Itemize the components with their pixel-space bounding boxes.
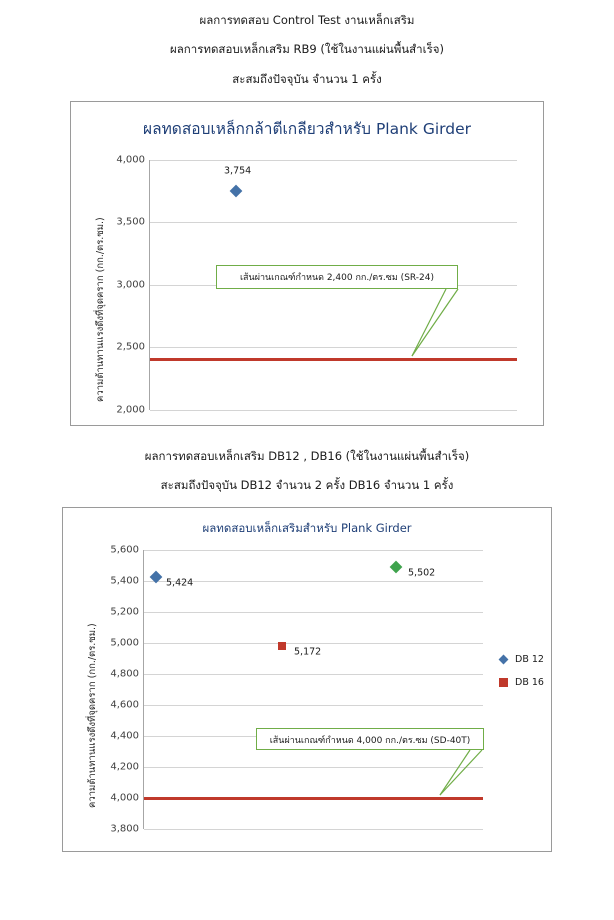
subtitle-db-count: สะสมถึงปัจจุบัน DB12 จำนวน 2 ครั้ง DB16 จำนวน 1 ครั้ง (160, 478, 454, 492)
legend-item-db12-label: DB 12 (515, 654, 544, 666)
y-tick-label: 5,200 (110, 606, 139, 618)
diamond-marker-icon (499, 655, 509, 665)
gridline (116, 404, 517, 416)
y-tick-label: 4,600 (110, 699, 139, 711)
legend-item-db16-label: DB 16 (515, 677, 544, 689)
chart-db-plot-area (110, 544, 483, 835)
chart-rb9-plot-area (116, 154, 517, 416)
subtitle-db: ผลการทดสอบเหล็กเสริม DB12 , DB16 (ใช้ในงานแผ่นพื้นสำเร็จ) (144, 448, 470, 463)
chart-rb9-threshold-callout: เส้นผ่านเกณฑ์กำหนด 2,400 กก./ตร.ซม (SR-24) (216, 265, 458, 289)
page-title: ผลการทดสอบ Control Test งานเหล็กเสริม (199, 13, 415, 27)
subtitle-rb9-count: สะสมถึงปัจจุบัน จำนวน 1 ครั้ง (232, 71, 382, 86)
chart-rb9-y-axis-label: ความต้านทานแรงดึงที่จุดคราก (กก./ตร.ซม.) (95, 216, 106, 402)
chart-db-callout-leader (144, 550, 484, 829)
chart-rb9-callout-leader (150, 160, 518, 410)
legend-item-db12[interactable] (499, 654, 544, 665)
data-point-rb9-label: 3,754 (224, 165, 252, 177)
y-tick-label: 4,200 (110, 761, 139, 773)
y-tick-label: 4,800 (110, 668, 139, 680)
y-tick-label: 4,000 (116, 154, 145, 166)
chart-db-legend (499, 654, 544, 700)
y-tick-label: 3,800 (110, 823, 139, 835)
chart-db-threshold-callout: เส้นผ่านเกณฑ์กำหนด 4,000 กก./ตร.ซม (SD-40T) (256, 728, 484, 750)
chart-rb9 (70, 101, 544, 426)
y-tick-label: 5,600 (110, 544, 139, 556)
y-tick-label: 3,500 (116, 216, 145, 228)
data-point-db16-1[interactable] (278, 642, 286, 650)
y-tick-label: 3,000 (116, 279, 145, 291)
subtitle-rb9: ผลการทดสอบเหล็กเสริม RB9 (ใช้ในงานแผ่นพื้นสำเร็จ) (170, 42, 444, 57)
y-tick-label: 2,000 (116, 404, 145, 416)
y-tick-label: 5,000 (110, 637, 139, 649)
y-tick-label: 4,000 (110, 792, 139, 804)
legend-item-db16[interactable] (499, 677, 544, 688)
square-marker-icon (499, 678, 508, 687)
y-tick-label: 2,500 (116, 341, 145, 353)
data-point-db12-1-label: 5,424 (166, 577, 194, 589)
y-tick-label: 4,400 (110, 730, 139, 742)
data-point-db12-2-label: 5,502 (408, 567, 436, 579)
chart-db-y-axis-label: ความต้านทานแรงดึงที่จุดคราก (กก./ตร.ซม.) (87, 623, 98, 809)
data-point-db16-1-label: 5,172 (294, 646, 322, 658)
gridline (110, 823, 483, 835)
chart-db-title: ผลทดสอบเหล็กเสริมสำหรับ Plank Girder (202, 521, 412, 536)
chart-db (62, 507, 552, 852)
y-tick-label: 5,400 (110, 575, 139, 587)
chart-rb9-title: ผลทดสอบเหล็กกล้าตีเกลียวสำหรับ Plank Girder (142, 119, 471, 138)
page (0, 12, 614, 920)
